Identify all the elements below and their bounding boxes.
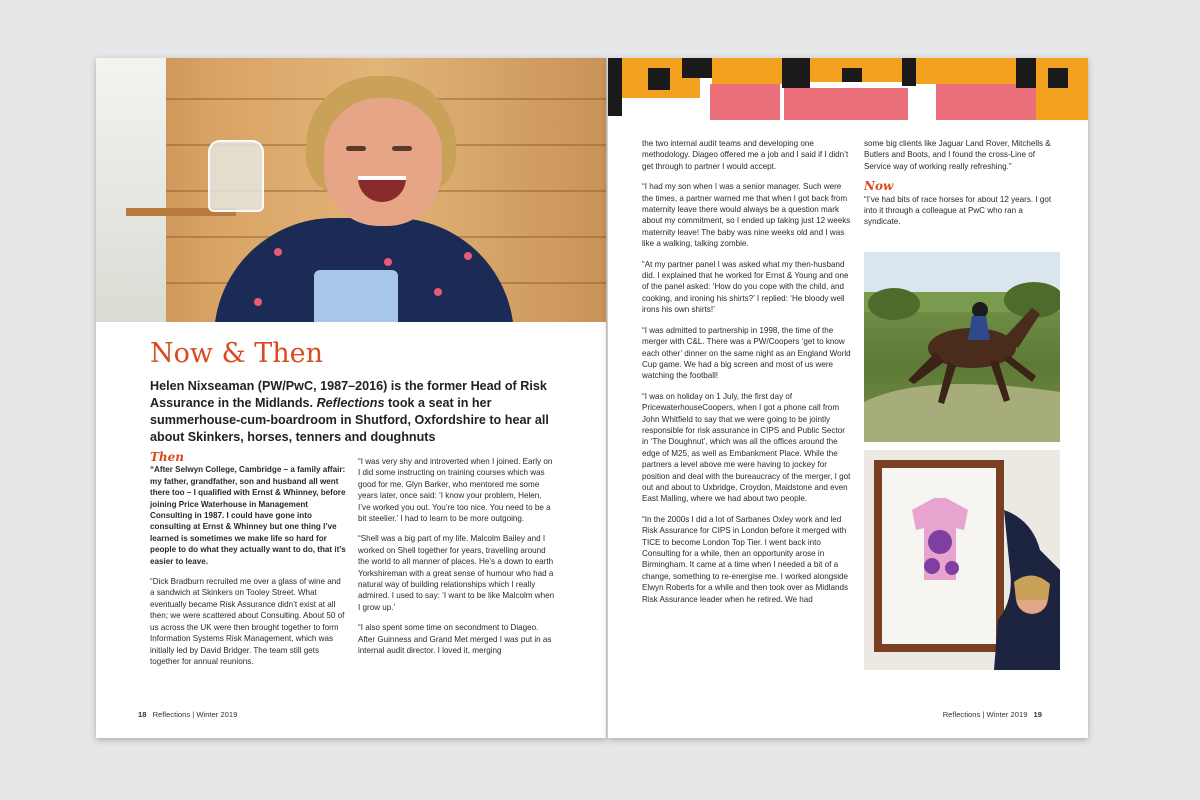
paragraph: some big clients like Jaguar Land Rover, Mitchells & Butlers and Boots, and I found the cross-Line of Service way of working really refreshing.” [864,139,1051,171]
page-number: 18 [138,710,147,719]
paragraph: the two internal audit teams and developing one methodology. Diageo offered me a job and I said if I didn’t get through to partner I would accept. [642,139,849,171]
footer-left: 18 Reflections | Winter 2019 [138,710,238,719]
column-1 [150,452,346,676]
window [96,58,166,322]
left-page [96,58,606,738]
article-lead: Helen Nixseaman (PW/PwC, 1987–2016) is the former Head of Risk Assurance in the Midlands. Reflections took a seat in her summerhouse-cum-boardroom in Shutford, Oxfordshire to hear all about Skinkers, horses, tenners and doughnuts [150,379,549,444]
magazine-name: Reflections [942,710,981,719]
column-4 [864,138,1060,237]
paragraph: “I was admitted to partnership in 1998, the time of the merger with C&L. There was a PW/Coopers ‘get to know each other’ dinner on the same night as an England World Cup game. We had a big screen and most of us were watching the football! [642,325,851,381]
then-heading: Then [150,450,185,464]
paragraph: “Dick Bradburn recruited me over a glass of wine and a sandwich at Skinkers on Tooley Street. What eventually became Risk Assurance didn’t exist at all then; we were scattered about Consulting. About 50 of us across the UK were then brought together to form Information Systems Risk Management, which was initially led by David Bridger. The team still gets together for annual reunions. [150,577,345,666]
footer-right: Reflections | Winter 2019 19 [942,710,1042,719]
paragraph: “At my partner panel I was asked what my then-husband did. I explained that he worked for Ernst & Young and one of the panel asked: ‘How do you cope with the child, and cooking, and ironing his shirts?’ I replied: ‘He bloody well irons his own shirts!’ [642,259,849,315]
column-2 [358,456,556,666]
portrait-photo [96,58,606,322]
magazine-name: Reflections [152,710,191,719]
paragraph: “I was on holiday on 1 July, the first day of PricewaterhouseCoopers, when I got a phone call from John Whitfield to say that we were going to be jointly responsible for risk assurance in CIPS and Public Sector in ‘The Doughnut’, which was all the offices around the edge of M25, as well as Embankment Place. While the partners a level above me were having to jockey for position and deal with the bureaucracy of the merger, I got out and about to Uxbridge, Croydon, Maidstone and even East Malling, where we had about two people. [642,391,851,504]
column-3 [642,138,852,614]
paragraph: “I was very shy and introverted when I joined. Early on I did some instructing on training courses which was good for me. Glyn Barker, who mentored me some years later, once said: ‘I know your problem, Helen, I’ve worked you out. You’re too nice. You need to be a bit steelier.’ I had to learn to be more outgoing. [358,457,553,524]
frame-illustration [864,450,1060,670]
mug [314,270,398,322]
page-number: 19 [1033,710,1042,719]
decorative-pattern [608,58,1088,120]
issue: Winter 2019 [986,710,1028,719]
paragraph: “I had my son when I was a senior manager. Such were the times, a partner warned me that when I got back from maternity leave there would always be a question mark about my commitment, so I ended up taking just 12 weeks maternity leave! The baby was nine weeks old and I was like a walking, talking zombie. [642,182,851,249]
framed-silks-photo [864,450,1060,670]
right-page [608,58,1088,738]
now-heading: Now [864,179,894,194]
horse-photo [864,252,1060,442]
horse-illustration [864,252,1060,442]
face [324,98,442,226]
article-title: Now & Then [150,338,323,369]
paragraph: “I also spent some time on secondment to Diageo. After Guinness and Grand Met merged I was put in as internal audit director. I loved it, merging [358,623,552,656]
paragraph: “In the 2000s I did a lot of Sarbanes Oxley work and led Risk Assurance for CIPS in London before it merged with TICE to become London Top Tier. I went back into Consulting for a while, then an opportunity arose in Birmingham. It came at a time when I needed a bit of a change, something to re-energise me. I worked alongside Elwyn Roberts for a while and then took over as Midlands Risk Assurance leader when he retired. We had [642,514,849,604]
issue: Winter 2019 [196,710,238,719]
paragraph: “Shell was a big part of my life. Malcolm Bailey and I worked on Shell together for years, travelling around the world to all manner of places. He’s a down to earth Yorkshireman with a great sense of humour who had a natural way of building relationships which I really admired. I used to say: ‘I want to be like Malcolm when I grow up.’ [358,534,555,612]
glass-jar [208,140,264,212]
paragraph: “I’ve had bits of race horses for about 12 years. I got into it through a colleague at PwC who ran a syndicate. [864,194,1052,227]
paragraph: “After Selwyn College, Cambridge – a family affair: my father, grandfather, son and husband all went there too – I qualified with Ernst & Whinney, before joining Price Waterhouse in Management Consulting in 1987. I could have gone into consulting at Ernst & Whinney but one thing I’ve learned is sometimes we make life so hard for people to do what they actually want to do, that it’s easier to leave. [150,465,346,566]
